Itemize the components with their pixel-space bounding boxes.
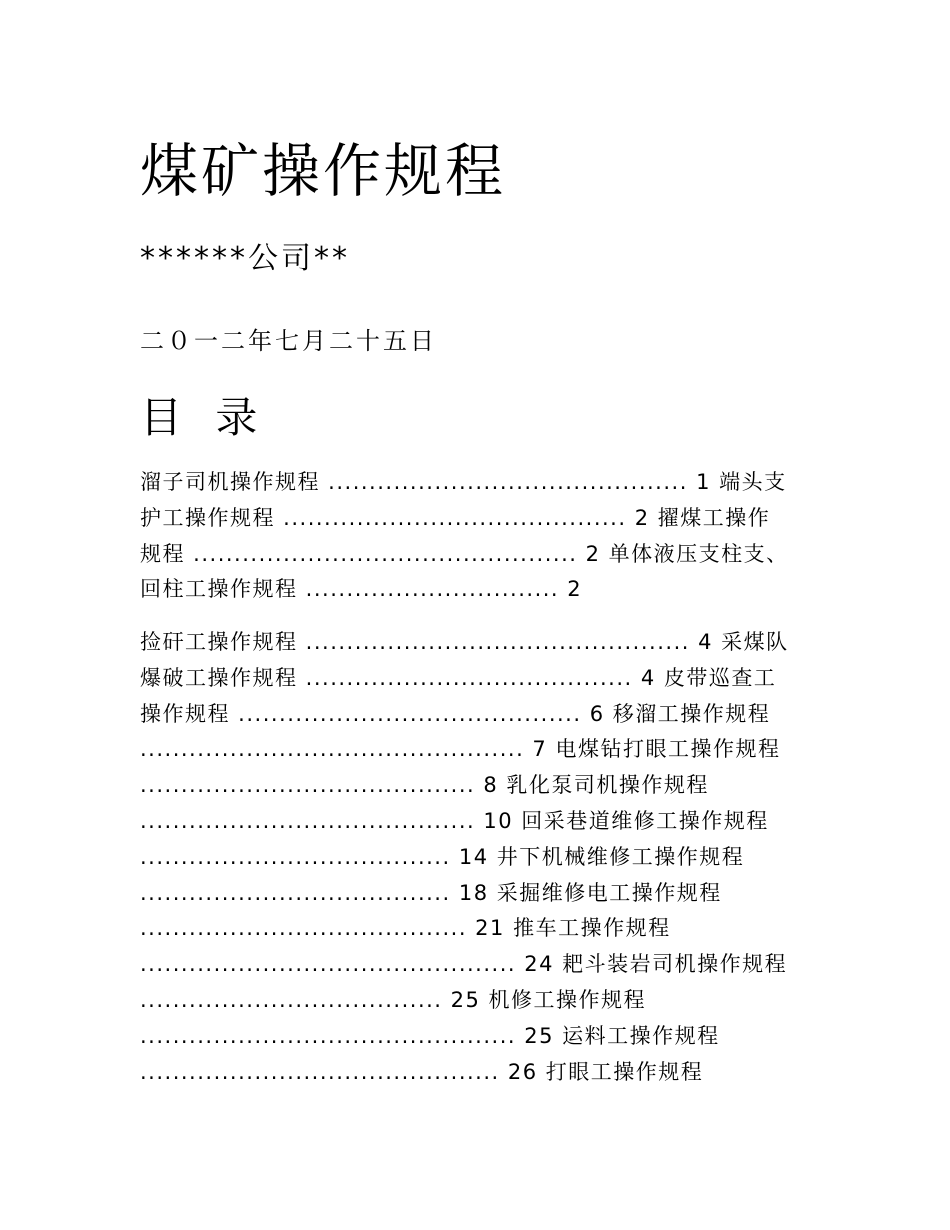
toc-line: ......................................... 10 回采巷道维修工操作规程 (140, 808, 769, 833)
toc-line: ............................................ 26 打眼工操作规程 (140, 1059, 704, 1084)
toc-line: 操作规程 .......................................... 6 移溜工操作规程 (140, 701, 771, 726)
toc-line: ...................................... 18 采掘维修电工操作规程 (140, 880, 722, 905)
toc-block-1 (140, 465, 820, 608)
toc-line: ...................................... 14 井下机械维修工操作规程 (140, 844, 745, 869)
toc-line: ..................................... 25 机修工操作规程 (140, 987, 647, 1012)
toc-line: ........................................ 21 推车工操作规程 (140, 916, 671, 941)
toc-block-2 (140, 625, 820, 1090)
toc-line: .............................................. 24 耙斗装岩司机操作规程 (140, 952, 788, 977)
toc-heading: 目 录 (140, 393, 268, 442)
company-name: ******公司** (140, 241, 350, 276)
document-title: 煤矿操作规程 (140, 137, 507, 205)
toc-line: 护工操作规程 .......................................... 2 擢煤工操作 (140, 505, 771, 530)
toc-line: 爆破工操作规程 ........................................ 4 皮带巡查工 (140, 665, 777, 690)
toc-line: 溜子司机操作规程 ............................................ 1 端头支 (140, 470, 787, 494)
document-date: 二０一二年七月二十五日 (140, 327, 437, 355)
toc-line: 规程 ............................................... 2 单体液压支柱支、 (140, 541, 789, 566)
toc-line: .............................................. 25 运料工操作规程 (140, 1023, 720, 1048)
toc-line: 回柱工操作规程 ............................... 2 (140, 577, 583, 602)
toc-line: 捡矸工操作规程 ............................................... 4 采煤队 (140, 630, 789, 654)
toc-line: ............................................... 7 电煤钻打眼工操作规程 (140, 737, 781, 762)
toc-line: ......................................... 8 乳化泵司机操作规程 (140, 773, 709, 798)
